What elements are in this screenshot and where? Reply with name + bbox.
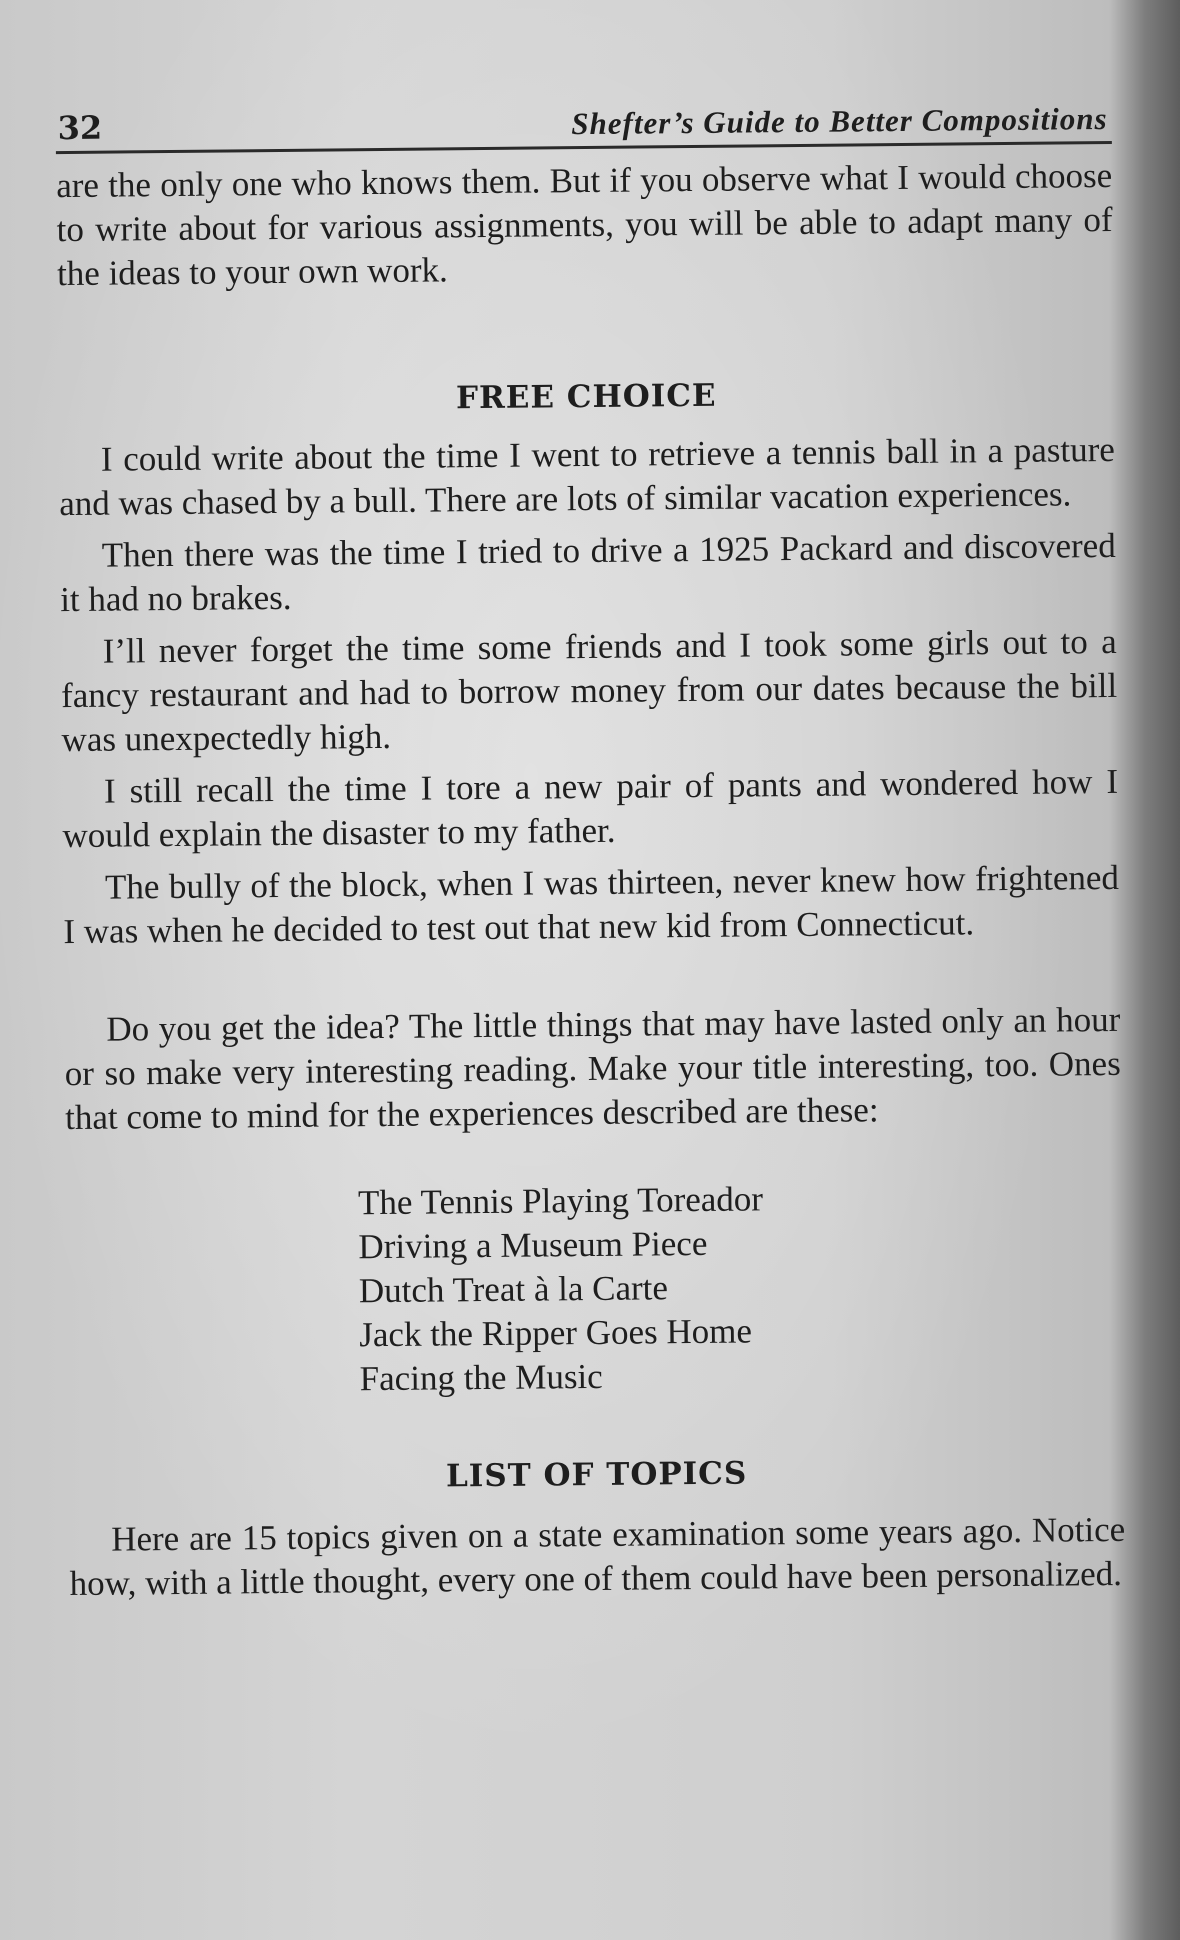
page-number: 32 xyxy=(57,108,103,148)
free-choice-paragraph-5: The bully of the block, when I was thirteen, never knew how frightened I was when he decided to test out that new kid from Connecticut. xyxy=(63,857,1120,952)
page-header xyxy=(55,87,1111,154)
example-title: Jack the Ripper Goes Home xyxy=(359,1311,753,1355)
example-titles-list xyxy=(358,1174,1124,1401)
example-title: Dutch Treat à la Carte xyxy=(358,1268,669,1311)
free-choice-heading: FREE CHOICE xyxy=(455,377,717,417)
intro-paragraph: are the only one who knows them. But if you observe what I would choose to write about for various assignments, you will be able to adapt many of the ideas to your own work. xyxy=(56,155,1113,294)
free-choice-paragraph-4: I still recall the time I tore a new pair of pants and wondered how I would explain the disaster to my father. xyxy=(62,761,1119,856)
idea-paragraph: Do you get the idea? The little things that may have lasted only an hour or so make very interesting reading. Make your title interesting, too. Ones that come to mind for the experiences described are these: xyxy=(64,999,1121,1138)
running-title: Shefter’s Guide to Better Compositions xyxy=(571,101,1108,142)
free-choice-paragraph-2: Then there was the time I tried to drive a 1925 Packard and discovered it had no brakes. xyxy=(60,525,1116,620)
list-of-topics-heading: LIST OF TOPICS xyxy=(445,1455,748,1495)
free-choice-paragraph-3: I’ll never forget the time some friends and I took some girls out to a fancy restaurant and had to borrow money from our dates because the bill was unexpectedly high. xyxy=(60,621,1118,760)
book-page xyxy=(55,87,1128,1897)
list-of-topics-paragraph: Here are 15 topics given on a state examination some years ago. Notice how, with a little thought, every one of them could have been personalized. xyxy=(69,1509,1126,1604)
example-title: Facing the Music xyxy=(359,1356,603,1399)
free-choice-paragraph-1: I could write about the time I went to retrieve a tennis ball in a pasture and was chased by a bull. There are lots of similar vacation experiences. xyxy=(59,429,1116,524)
example-title: The Tennis Playing Toreador xyxy=(357,1179,764,1223)
example-title: Driving a Museum Piece xyxy=(358,1223,708,1267)
